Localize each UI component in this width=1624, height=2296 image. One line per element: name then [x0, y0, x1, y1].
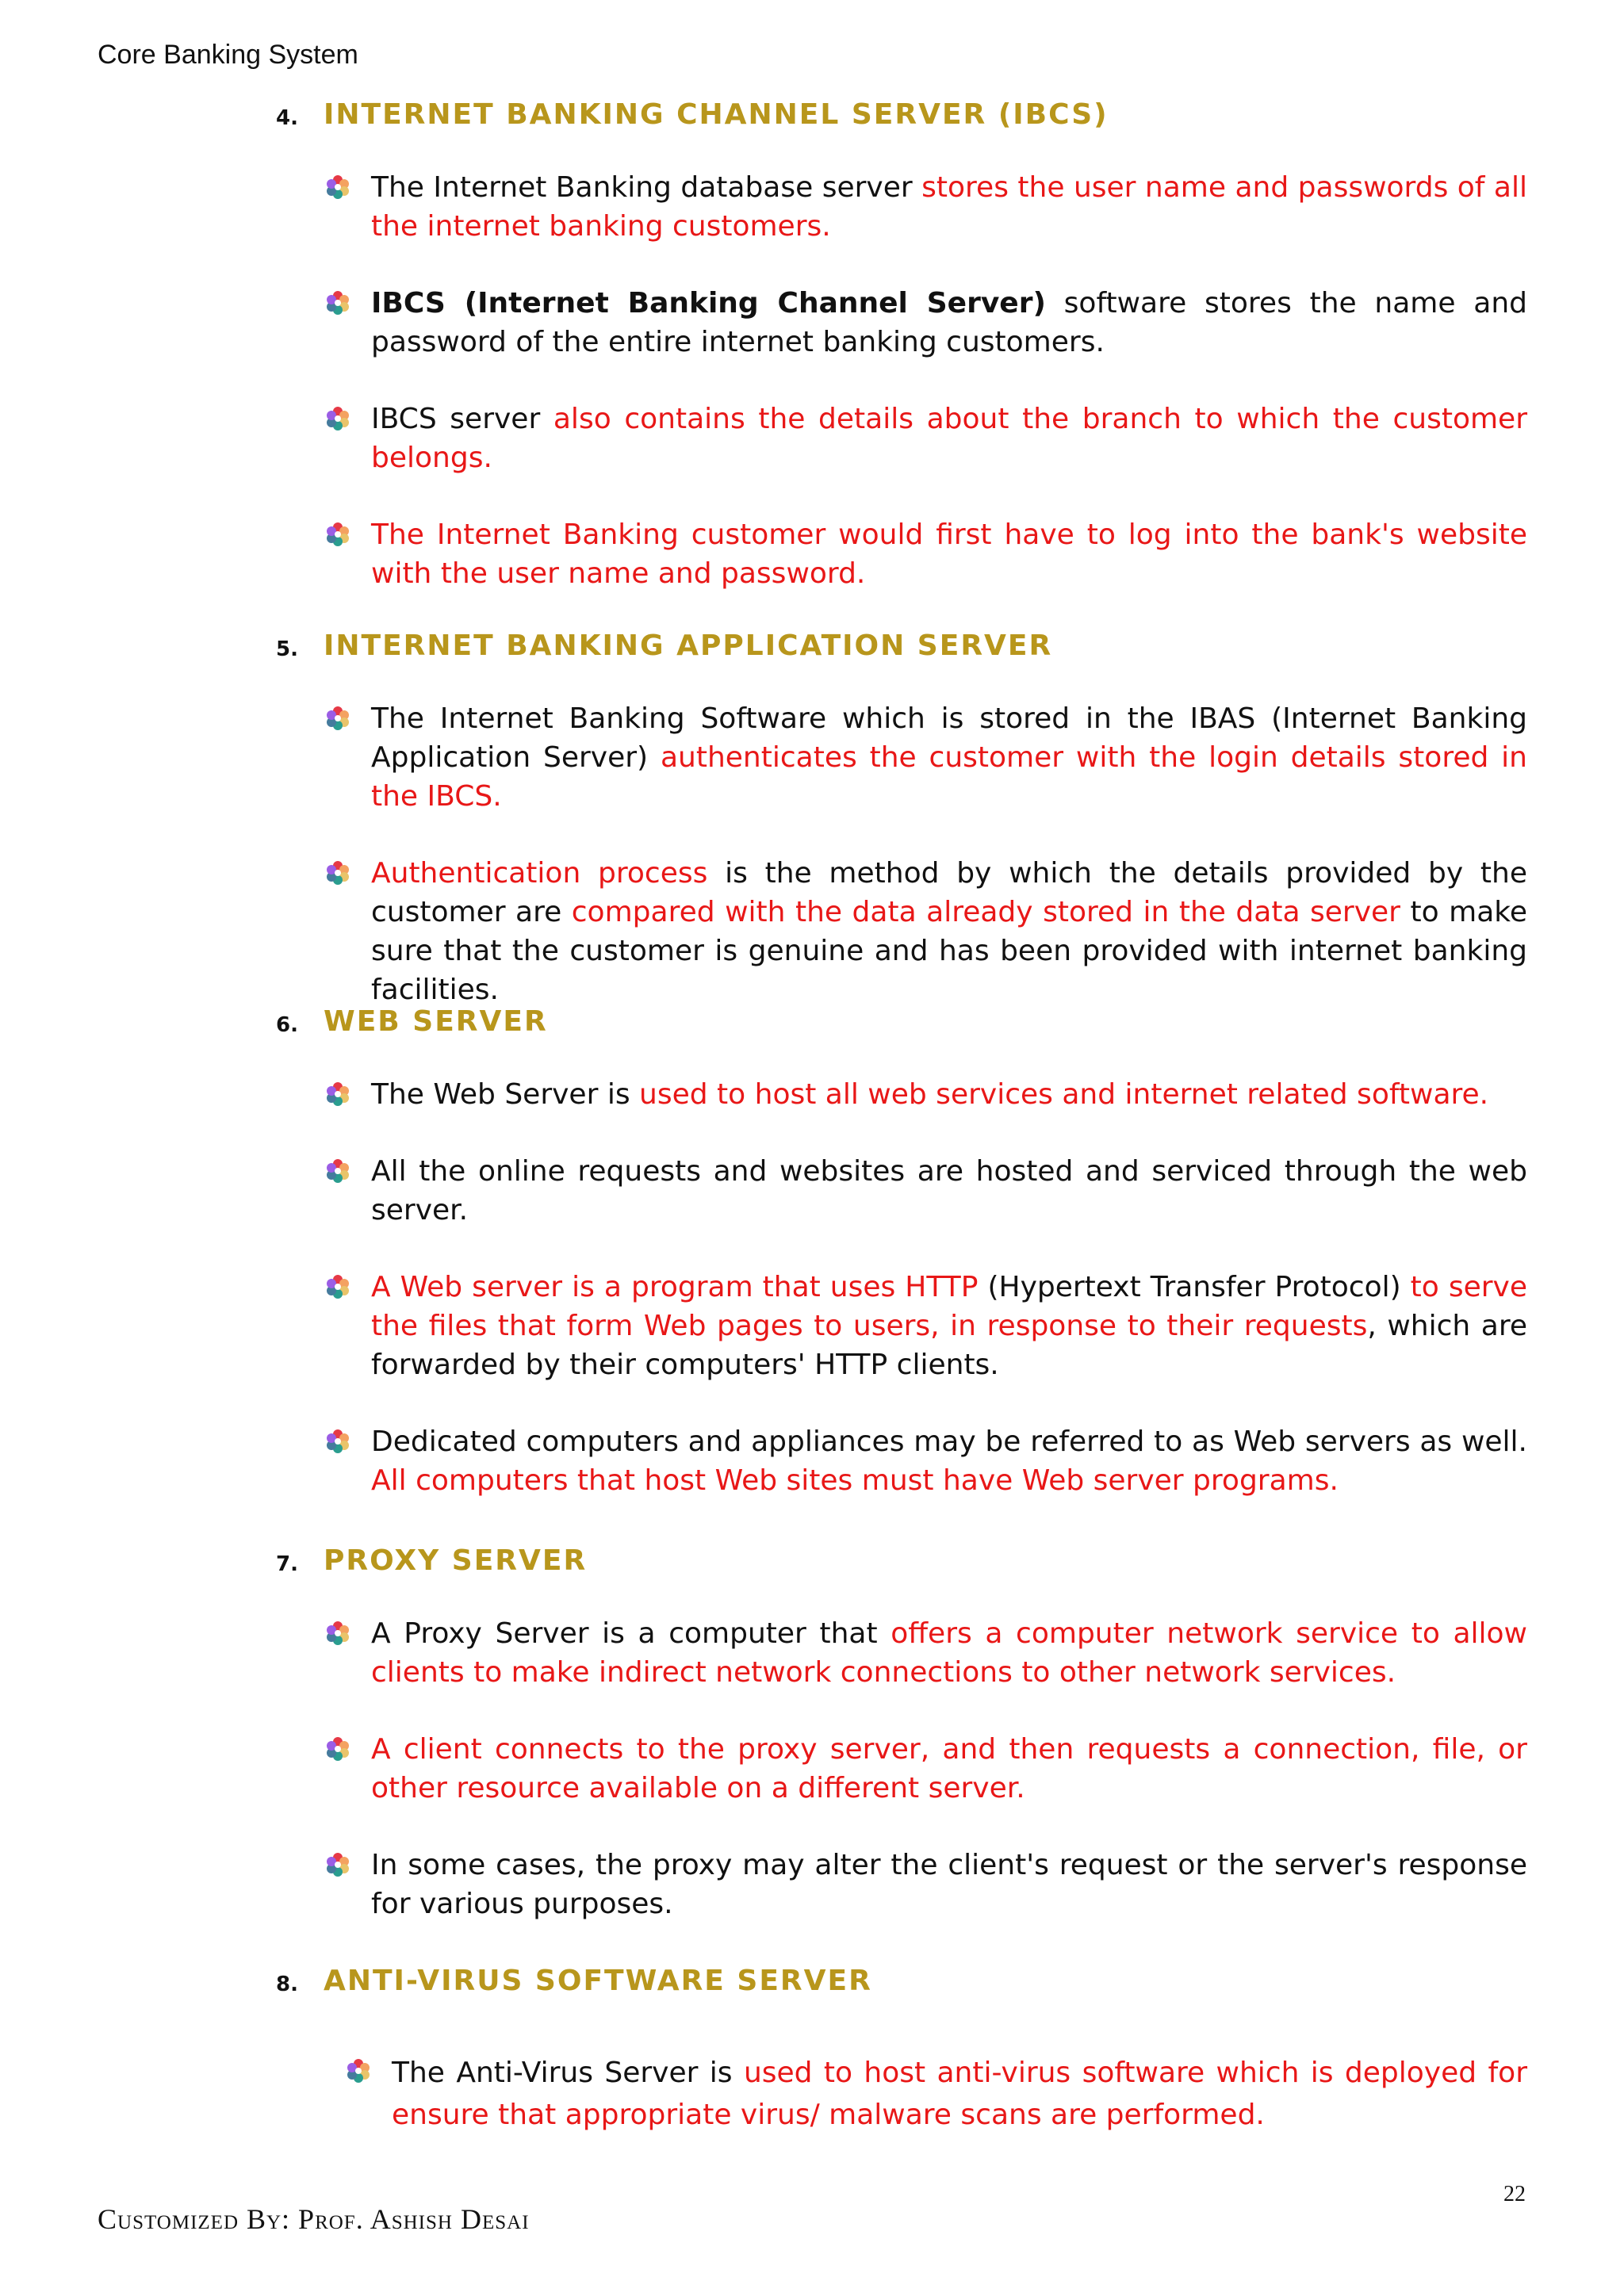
list-item: [276, 699, 1527, 816]
list-item: [276, 854, 1527, 1009]
section-number: 7.: [276, 1552, 298, 1576]
section-number: 4.: [276, 106, 298, 130]
flower-bullet-icon: [324, 173, 352, 201]
section-title: INTERNET BANKING CHANNEL SERVER (IBCS): [324, 98, 1109, 131]
flower-bullet-icon: [324, 1735, 352, 1763]
flower-bullet-icon: [324, 704, 352, 733]
page-footer: Customized By: Prof. Ashish Desai: [98, 2203, 530, 2235]
flower-bullet-icon: [324, 1080, 352, 1108]
section-title: INTERNET BANKING APPLICATION SERVER: [324, 629, 1053, 662]
bullet-text: In some cases, the proxy may alter the client's request or the server's response for various purposes.: [371, 1849, 1527, 1920]
list-item: [276, 1075, 1527, 1114]
bullet-text: Authentication process is the method by which the details provided by the customer are compared with the data already stored in the data server to make sure that the customer is genuine and has been provided with internet banking facilities.: [371, 857, 1527, 1006]
section-heading: [276, 629, 1527, 674]
section-ibcs: [276, 98, 1527, 593]
list-item: [276, 1730, 1527, 1808]
flower-bullet-icon: [324, 1619, 352, 1647]
section-proxy-server: [276, 1544, 1527, 1923]
flower-bullet-icon: [324, 1157, 352, 1185]
section-heading: [276, 98, 1527, 143]
section-antivirus-server: [276, 1965, 1527, 2136]
bullet-text: The Web Server is used to host all web services and internet related software.: [371, 1078, 1489, 1111]
list-item: [276, 168, 1527, 246]
flower-bullet-icon: [324, 1427, 352, 1456]
section-number: 6.: [276, 1013, 298, 1037]
flower-bullet-icon: [324, 520, 352, 549]
bullet-text: A Proxy Server is a computer that offers a computer network service to allow clients to make indirect network connections to other network services.: [371, 1617, 1527, 1689]
section-number: 5.: [276, 637, 298, 661]
page-number: 22: [1503, 2182, 1526, 2206]
list-item: [276, 1614, 1527, 1692]
list-item: [276, 2052, 1527, 2136]
section-web-server: [276, 1005, 1527, 1500]
list-item: [276, 1846, 1527, 1923]
bullet-text: The Anti-Virus Server is used to host anti-virus software which is deployed for ensure that appropriate virus/ malware scans are performed.: [392, 2057, 1527, 2131]
list-item: [276, 1422, 1527, 1500]
flower-bullet-icon: [344, 2057, 373, 2085]
page-header: Core Banking System: [98, 40, 358, 70]
section-title: PROXY SERVER: [324, 1544, 588, 1577]
bullet-text: The Internet Banking customer would first have to log into the bank's website with the user name and password.: [371, 519, 1527, 590]
bullet-text: Dedicated computers and appliances may be referred to as Web servers as well. All computers that host Web sites must have Web server programs.: [371, 1425, 1527, 1497]
list-item: [276, 1268, 1527, 1384]
flower-bullet-icon: [324, 859, 352, 887]
bullet-text: The Internet Banking database server stores the user name and passwords of all the internet banking customers.: [371, 171, 1527, 243]
bullet-text: IBCS (Internet Banking Channel Server) software stores the name and password of the entire internet banking customers.: [371, 287, 1527, 358]
section-title: WEB SERVER: [324, 1005, 548, 1038]
bullet-text: The Internet Banking Software which is stored in the IBAS (Internet Banking Application Server) authenticates the customer with the login details stored in the IBCS.: [371, 702, 1527, 813]
section-ibas: [276, 629, 1527, 1009]
bullet-text: A Web server is a program that uses HTTP (Hypertext Transfer Protocol) to serve the files that form Web pages to users, in response to their requests, which are forwarded by their computers' HTTP clients.: [371, 1271, 1528, 1381]
section-heading: [276, 1005, 1527, 1050]
flower-bullet-icon: [324, 1272, 352, 1301]
list-item: [276, 515, 1527, 593]
list-item: [276, 284, 1527, 362]
flower-bullet-icon: [324, 1850, 352, 1879]
section-heading: [276, 1965, 1527, 2009]
flower-bullet-icon: [324, 404, 352, 433]
bullet-text: All the online requests and websites are hosted and serviced through the web server.: [371, 1155, 1527, 1226]
bullet-text: A client connects to the proxy server, and then requests a connection, file, or other resource available on a different server.: [371, 1733, 1527, 1804]
bullet-text: IBCS server also contains the details about the branch to which the customer belongs.: [371, 403, 1528, 474]
list-item: [276, 1152, 1527, 1230]
section-title: ANTI-VIRUS SOFTWARE SERVER: [324, 1965, 872, 1997]
section-heading: [276, 1544, 1527, 1589]
list-item: [276, 400, 1527, 477]
section-number: 8.: [276, 1973, 298, 1996]
flower-bullet-icon: [324, 289, 352, 317]
